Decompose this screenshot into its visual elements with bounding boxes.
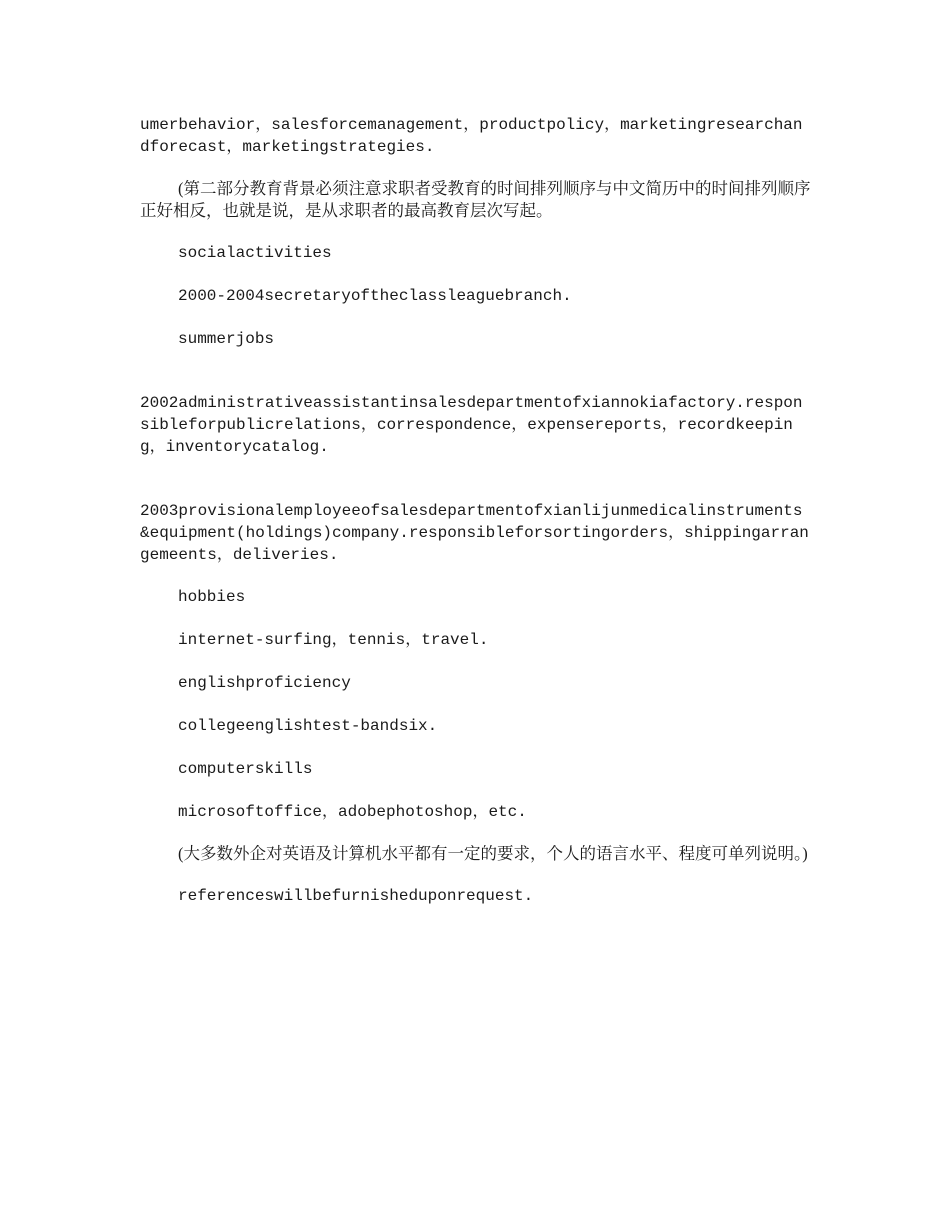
heading-social-activities: socialactivities: [178, 244, 332, 262]
heading-computer-skills: computerskills: [178, 760, 313, 778]
paragraph-language-note: (大多数外企对英语及计算机水平都有一定的要求，个人的语言水平、程度可单列说明。): [178, 844, 808, 863]
paragraph-education-note: (第二部分教育背景必须注意求职者受教育的时间排列顺序与中文简历中的时间排列顺序正好相反，也就是说，是从求职者的最高教育层次写起。: [140, 179, 811, 220]
heading-summer-jobs: summerjobs: [178, 330, 275, 348]
paragraph-hobbies: internet-surfing，tennis，travel.: [178, 631, 489, 649]
paragraph-secretary: 2000-2004secretaryoftheclassleaguebranch.: [178, 287, 572, 305]
paragraph-english-test: collegeenglishtest-bandsix.: [178, 717, 438, 735]
heading-hobbies: hobbies: [178, 588, 246, 606]
paragraph-references: referenceswillbefurnisheduponrequest.: [178, 887, 534, 905]
paragraph-computer-skills: microsoftoffice，adobephotoshop，etc.: [178, 803, 527, 821]
document-page: [140, 108, 812, 907]
paragraph-job-2003: 2003provisionalemployeeofsalesdepartmentofxianlijunmedicalinstruments&equipment(holdings)company.responsibleforsortingorders，shippingarrangemeents，deliveries.: [140, 502, 809, 564]
paragraph-marketing-courses: umerbehavior，salesforcemanagement，productpolicy，marketingresearchandforecast，marketingstrategies.: [140, 116, 803, 156]
heading-english-proficiency: englishproficiency: [178, 674, 351, 692]
paragraph-job-2002: 2002administrativeassistantinsalesdepartmentofxiannokiafactory.responsibleforpublicrelations，correspondence，expensereports，recordkeeping，inventorycatalog.: [140, 394, 803, 456]
